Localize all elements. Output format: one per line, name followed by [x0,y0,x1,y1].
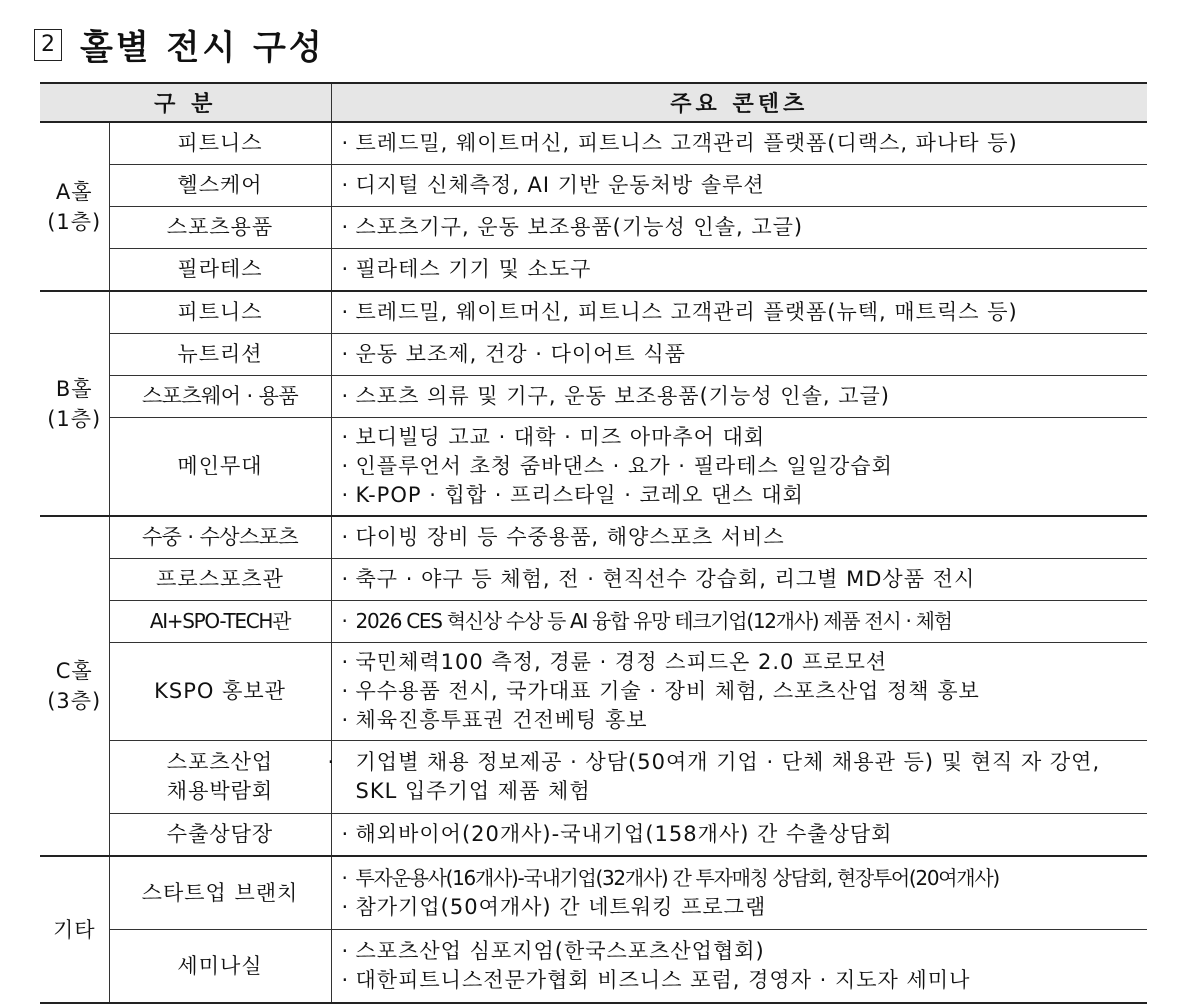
table-row [40,814,1147,857]
table-row [40,334,1147,376]
content-cell: · 2026 CES 혁신상 수상 등 AI 융합 유망 테크기업(12개사) 제품 전시 · 체험 [331,601,1147,643]
content-cell: · 디지털 신체측정, AI 기반 운동처방 솔루션 [331,165,1147,207]
content-cell: · 보디빌딩 고교 · 대학 · 미즈 아마추어 대회 · 인플루언서 초청 줌바댄스 · 요가 · 필라테스 일일강습회 · K-POP · 힙합 · 프리스타일 · 코레오 댄스 대회 [331,418,1147,517]
content-cell: · 축구 · 야구 등 체험, 전 · 현직선수 강습회, 리그별 MD상품 전시 [331,559,1147,601]
content-cell: · 운동 보조제, 건강 · 다이어트 식품 [331,334,1147,376]
category-cell: 스포츠웨어 · 용품 [109,376,331,418]
category-cell: 수출상담장 [109,814,331,857]
hall-cell-a: A홀 (1층) [40,122,109,291]
category-cell: 헬스케어 [109,165,331,207]
category-cell: 메인무대 [109,418,331,517]
category-cell: KSPO 홍보관 [109,643,331,741]
category-cell: 스타트업 브랜치 [109,856,331,930]
content-cell: · 해외바이어(20개사)-국내기업(158개사) 간 수출상담회 [331,814,1147,857]
category-cell: 필라테스 [109,249,331,292]
category-cell: 피트니스 [109,122,331,165]
content-cell: · 투자운용사(16개사)-국내기업(32개사) 간 투자매칭 상담회, 현장투어(20여개사) · 참가기업(50여개사) 간 네트워킹 프로그램 [331,856,1147,930]
table-row [40,930,1147,1004]
table-row [40,418,1147,517]
table-row [40,741,1147,814]
content-cell: · 트레드밀, 웨이트머신, 피트니스 고객관리 플랫폼(디랙스, 파나타 등) [331,122,1147,165]
table-row [40,376,1147,418]
table-row [40,207,1147,249]
category-cell: 프로스포츠관 [109,559,331,601]
hall-cell-b: B홀 (1층) [40,291,109,516]
section-title-text: 홀별 전시 구성 [80,28,325,68]
table-row [40,165,1147,207]
table-row [40,122,1147,165]
content-cell: · 스포츠기구, 운동 보조용품(기능성 인솔, 고글) [331,207,1147,249]
section-number-box: 2 [34,29,62,61]
table-row [40,516,1147,559]
content-cell: · 다이빙 장비 등 수중용품, 해양스포츠 서비스 [331,516,1147,559]
content-cell: · 필라테스 기기 및 소도구 [331,249,1147,292]
content-cell: · 국민체력100 측정, 경륜 · 경정 스피드온 2.0 프로모션 · 우수용품 전시, 국가대표 기술 · 장비 체험, 스포츠산업 정책 홍보 · 체육진흥투표권 건전베팅 홍보 [331,643,1147,741]
section-title [34,20,325,69]
table-row [40,249,1147,292]
category-cell: 스포츠산업 채용박람회 [109,741,331,814]
exhibition-table [40,82,1147,1004]
header-content: 주요 콘텐츠 [331,83,1147,122]
content-cell: · 스포츠 의류 및 기구, 운동 보조용품(기능성 인솔, 고글) [331,376,1147,418]
category-cell: 수중 · 수상스포츠 [109,516,331,559]
table-row [40,856,1147,930]
hall-cell-etc: 기타 [40,856,109,1003]
content-cell: · 트레드밀, 웨이트머신, 피트니스 고객관리 플랫폼(뉴텍, 매트릭스 등) [331,291,1147,334]
content-cell: · 스포츠산업 심포지엄(한국스포츠산업협회) · 대한피트니스전문가협회 비즈니스 포럼, 경영자 · 지도자 세미나 [331,930,1147,1004]
category-cell: 스포츠용품 [109,207,331,249]
category-cell: AI+SPO-TECH관 [109,601,331,643]
category-cell: 세미나실 [109,930,331,1004]
header-category: 구 분 [40,83,331,122]
table-row [40,291,1147,334]
hall-cell-c: C홀 (3층) [40,516,109,856]
content-cell: · 기업별 채용 정보제공 · 상담(50여개 기업 · 단체 채용관 등) 및 현직 자 강연, SKL 입주기업 제품 체험 [331,741,1147,814]
table-row [40,643,1147,741]
table-row [40,559,1147,601]
category-cell: 뉴트리션 [109,334,331,376]
table-row [40,601,1147,643]
category-cell: 피트니스 [109,291,331,334]
